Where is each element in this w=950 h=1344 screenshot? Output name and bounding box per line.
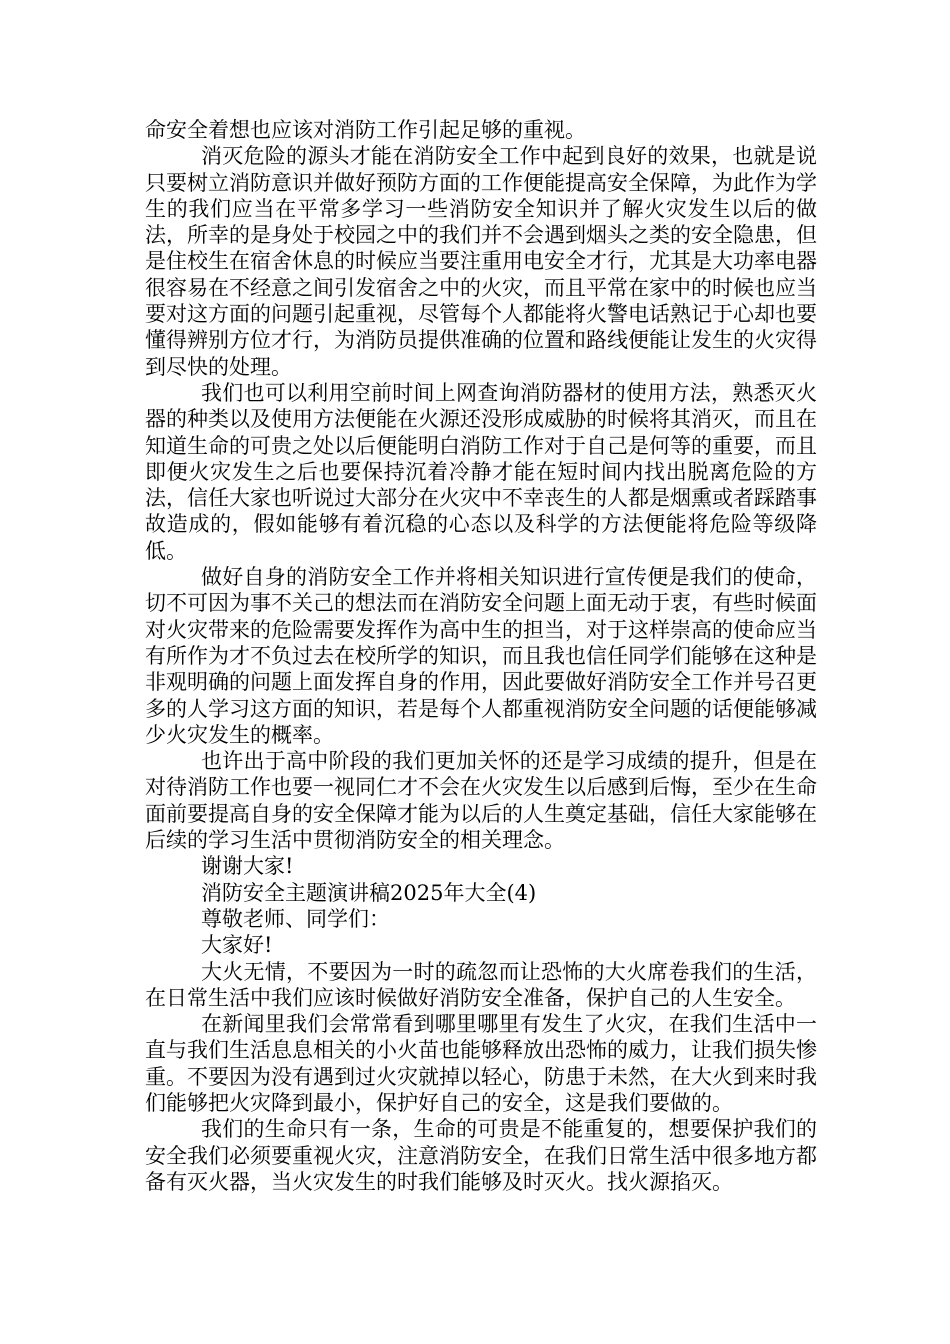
greeting: 大家好! <box>201 933 273 958</box>
document-body <box>145 117 817 1195</box>
paragraph-continuation: 命安全着想也应该对消防工作引起足够的重视。 <box>145 118 586 142</box>
paragraph-fire-equipment: 我们也可以利用空前时间上网查询消防器材的使用方法，熟悉灭火器的种类以及使用方法便能在火源还没形成威胁的时候将其消灭，而且在知道生命的可贵之处以后便能明白消防工作对于自己是何等的重要，而且即便火灾发生之后也要保持沉着冷静才能在短时间内找出脱离危险的方法，信任大家也听说过大部分在火灾中不幸丧生的人都是烟熏或者踩踏事故造成的，假如能够有着沉稳的心态以及科学的方法便能将危险等级降低。 <box>145 380 817 563</box>
closing-thanks: 谢谢大家! <box>201 854 294 879</box>
paragraph-mission: 做好自身的消防安全工作并将相关知识进行宣传便是我们的使命，切不可因为事不关己的想法而在消防安全问题上面无动于衷，有些时候面对火灾带来的危险需要发挥作为高中生的担当，对于这样崇高的使命应当有所作为才不负过去在校所学的知识，而且我也信任同学们能够在这种是非观明确的问题上面发挥自身的作用，因此要做好消防安全工作并号召更多的人学习这方面的知识，若是每个人都重视消防安全问题的话便能够减少火灾发生的概率。 <box>145 565 817 747</box>
paragraph-life-once: 我们的生命只有一条，生命的可贵是不能重复的，想要保护我们的安全我们必须要重视火灾，注意消防安全，在我们日常生活中很多地方都备有灭火器，当火灾发生的时我们能够及时灭火。找火源掐灭。 <box>145 1117 817 1194</box>
paragraph-high-school: 也许出于高中阶段的我们更加关怀的还是学习成绩的提升，但是在对待消防工作也要一视同仁才不会在火灾发生以后感到后悔，至少在生命面前要提高自身的安全保障才能为以后的人生奠定基础，信任大家能够在后续的学习生活中贯彻消防安全的相关理念。 <box>145 749 817 853</box>
paragraph-eliminate-danger: 消灭危险的源头才能在消防安全工作中起到良好的效果，也就是说只要树立消防意识并做好预防方面的工作便能提高安全保障，为此作为学生的我们应当在平常多学习一些消防安全知识并了解火灾发生以后的做法，所幸的是身处于校园之中的我们并不会遇到烟头之类的安全隐患，但是住校生在宿舍休息的时候应当要注重用电安全才行，尤其是大功率电器很容易在不经意之间引发宿舍之中的火灾，而且平常在家中的时候也应当要对这方面的问题引起重视，尽管每个人都能将火警电话熟记于心却也要懂得辨别方位才行，为消防员提供准确的位置和路线便能让发生的火灾得到尽快的处理。 <box>145 144 817 379</box>
salutation: 尊敬老师、同学们： <box>201 906 390 931</box>
paragraph-news: 在新闻里我们会常常看到哪里哪里有发生了火灾，在我们生活中一直与我们生活息息相关的小火苗也能够释放出恐怖的威力，让我们损失惨重。不要因为没有遇到过火灾就掉以轻心，防患于未然，在大火到来时我们能够把火灾降到最小，保护好自己的安全，这是我们要做的。 <box>145 1012 817 1115</box>
paragraph-fire-ruthless: 大火无情，不要因为一时的疏忽而让恐怖的大火席卷我们的生活，在日常生活中我们应该时候做好消防安全准备，保护自己的人生安全。 <box>145 959 817 1010</box>
section-title: 消防安全主题演讲稿2025年大全(4) <box>201 880 537 905</box>
